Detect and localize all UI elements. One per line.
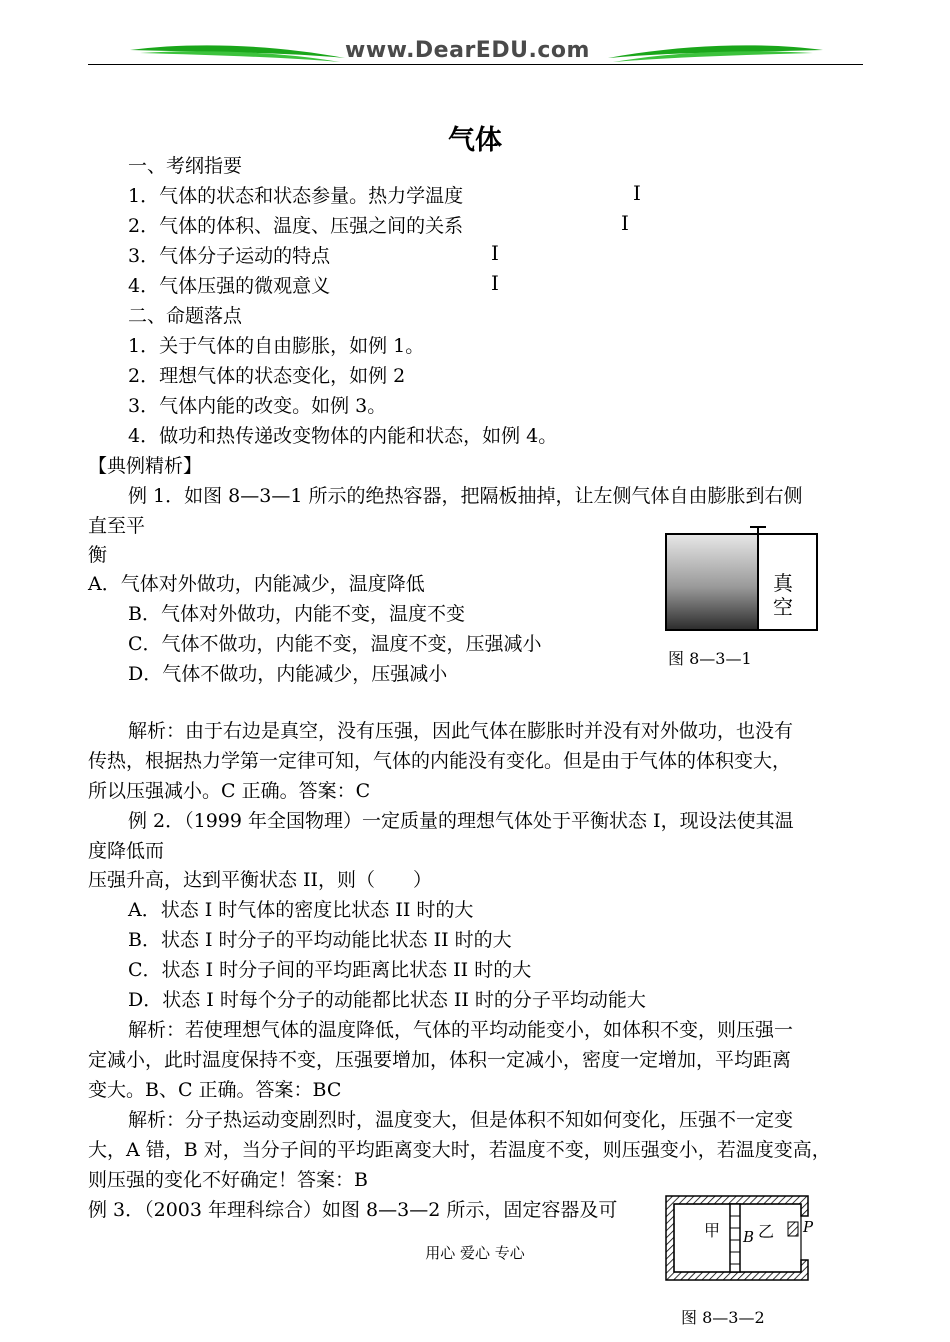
- analysis-text: 定减小，此时温度保持不变，压强要增加，体积一定减小，密度一定增加，平均距离: [88, 1049, 792, 1071]
- example-text: 例 2．（1999 年全国物理）一定质量的理想气体处于平衡状态 I，现设法使其温: [128, 810, 794, 832]
- list-item: 2．气体的体积、温度、压强之间的关系: [128, 215, 464, 237]
- chamber-label-yi: 乙: [758, 1222, 775, 1241]
- page-footer: 用心 爱心 专心: [425, 1244, 525, 1262]
- example-text: 度降低而: [88, 840, 165, 862]
- analysis-text: 变大。B、C 正确。答案：BC: [88, 1079, 342, 1101]
- analysis-text: 传热，根据热力学第一定律可知，气体的内能没有变化。但是由于气体的体积变大，: [88, 750, 792, 772]
- level-mark: Ⅰ: [491, 271, 499, 295]
- header-rule: [88, 64, 863, 65]
- list-item: 3．气体分子运动的特点: [128, 245, 331, 267]
- level-mark: Ⅰ: [621, 211, 629, 235]
- list-item: 3．气体内能的改变。如例 3。: [128, 395, 387, 417]
- option-item: C．状态 I 时分子间的平均距离比状态 II 时的大: [128, 959, 532, 981]
- option-item: D．气体不做功，内能减少，压强减小: [128, 663, 448, 685]
- level-mark: Ⅰ: [491, 241, 499, 265]
- analysis-text: 解析：由于右边是真空，没有压强，因此气体在膨胀时并没有对外做功，也没有: [128, 720, 794, 742]
- section-heading: 一、考纲指要: [128, 155, 243, 177]
- figure-caption: 图 8—3—2: [681, 1308, 765, 1327]
- page-title: 气体: [448, 125, 502, 156]
- option-item: A．状态 I 时气体的密度比状态 II 时的大: [128, 899, 474, 921]
- chamber-label-jia: 甲: [704, 1221, 721, 1240]
- option-item: B．气体对外做功，内能不变，温度不变: [128, 603, 465, 625]
- cylinder-piston-diagram: [662, 1192, 822, 1284]
- piston-label-b: B: [743, 1228, 755, 1246]
- piston-label-p: P: [803, 1218, 814, 1236]
- analysis-text: 解析：分子热运动变剧烈时，温度变大，但是体积不知如何变化，压强不一定变: [128, 1109, 794, 1131]
- list-item: 1．气体的状态和状态参量。热力学温度: [128, 185, 464, 207]
- list-item: 4．气体压强的微观意义: [128, 275, 331, 297]
- analysis-text: 大，A 错，B 对，当分子间的平均距离变大时，若温度不变，则压强变小，若温度变高，: [88, 1139, 831, 1161]
- section-heading: 二、命题落点: [128, 305, 243, 327]
- option-item: D．状态 I 时每个分子的动能都比状态 II 时的分子平均动能大: [128, 989, 646, 1011]
- list-item: 1．关于气体的自由膨胀，如例 1。: [128, 335, 425, 357]
- option-item: A．气体对外做功，内能减少，温度降低: [88, 573, 425, 595]
- vacuum-label: 真: [773, 571, 793, 595]
- list-item: 4．做功和热传递改变物体的内能和状态，如例 4。: [128, 425, 558, 447]
- site-logo: www.DearEDU.com: [345, 38, 590, 63]
- header-swoosh-right: [608, 40, 823, 70]
- level-mark: Ⅰ: [633, 181, 641, 205]
- option-item: C．气体不做功，内能不变，温度不变，压强减小: [128, 633, 542, 655]
- analysis-text: 所以压强减小。C 正确。答案：C: [88, 780, 371, 802]
- example-text: 衡: [88, 544, 108, 566]
- example-text: 例 3．（2003 年理科综合）如图 8—3—2 所示，固定容器及可: [88, 1199, 618, 1221]
- analysis-text: 则压强的变化不好确定！答案：B: [88, 1169, 368, 1191]
- vacuum-label: 空: [773, 595, 793, 619]
- list-item: 2．理想气体的状态变化，如例 2: [128, 365, 406, 387]
- figure-caption: 图 8—3—1: [668, 649, 752, 668]
- example-text: 压强升高，达到平衡状态 II，则（ ）: [88, 869, 433, 891]
- example-text: 直至平: [88, 515, 146, 537]
- section-heading: 【典例精析】: [88, 455, 203, 477]
- option-item: B．状态 I 时分子的平均动能比状态 II 时的大: [128, 929, 512, 951]
- example-text: 例 1．如图 8—3—1 所示的绝热容器，把隔板抽掉，让左侧气体自由膨胀到右侧: [128, 485, 803, 507]
- analysis-text: 解析：若使理想气体的温度降低，气体的平均动能变小，如体积不变，则压强一: [128, 1019, 794, 1041]
- header-swoosh-left: [130, 40, 345, 70]
- insulated-container-diagram: [660, 522, 825, 637]
